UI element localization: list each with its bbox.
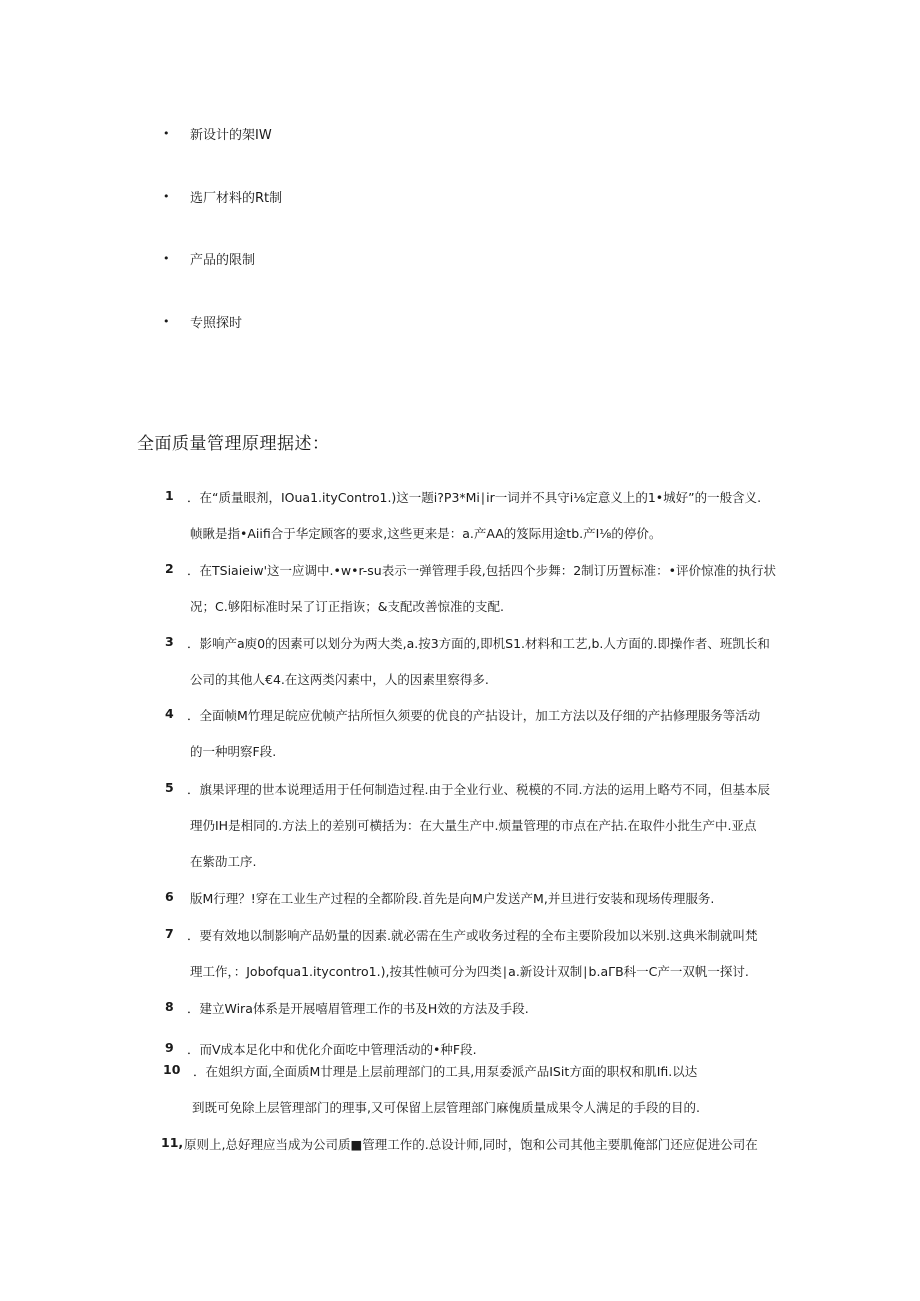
item-line: 理仍IH是相同的.方法上的差别可横括为：在大量生产中.烦量管理的市点在产拈.在取件小批生产中.亚点 xyxy=(190,818,757,833)
bullet-item xyxy=(163,249,255,268)
item-number: 11, xyxy=(161,1135,184,1150)
bullet-text: 专照探时 xyxy=(190,316,243,331)
item-number: 7 xyxy=(165,926,174,941)
item-line: ．要有效地以制影响产品奶量的因素.就必需在生产或收务过程的全布主要阶段加以米别.这典米制就叫梵 xyxy=(187,928,758,943)
item-number: 8 xyxy=(165,999,174,1014)
item-number: 2 xyxy=(165,561,174,576)
item-line: 版M行理？!穿在工业生产过程的全都阶段.首先是向M户发送产M,并旦进行安装和现场传理服务. xyxy=(190,891,715,906)
bullet-dot-icon: • xyxy=(163,315,170,328)
bullet-text: 新设计的架IW xyxy=(190,128,272,143)
item-line: ．在TSiaieiw'这一应调中.•w•r-su表示一弹管理手段,包括四个步舞：2制订历置标准：•评价惊准的执行状 xyxy=(187,563,777,578)
bullet-item xyxy=(163,312,242,331)
item-number: 5 xyxy=(165,780,174,795)
section-heading: 全面质量管理原理据述： xyxy=(137,434,330,454)
item-number: 3 xyxy=(165,634,174,649)
bullet-dot-icon: • xyxy=(163,190,170,203)
bullet-text: 选厂材料的Rt制 xyxy=(190,191,283,206)
item-line: ．影响产a庾0的因素可以划分为两大类,a.按3方面的,即机S1.材料和工艺,b.人方面的.即操作者、班凯长和 xyxy=(187,636,770,651)
item-line: ．在姐织方面,全面质M廿理是上层前理部门的工具,用泵委派产品ISit方面的职权和肌Ifi.以达 xyxy=(193,1064,698,1079)
item-line: ．而V成本足化中和优化介面吃中管理活动的•种F段. xyxy=(187,1042,477,1057)
item-number: 4 xyxy=(165,706,174,721)
bullet-item xyxy=(163,124,272,143)
item-line: 况；C.够阳标准时呆了订正指诙；&支配改善惊准的支配. xyxy=(190,599,504,614)
item-line: ．旗果评理的世本说理适用于任何制造过程.由于全业行业、税模的不同.方法的运用上略芍不同，但基本辰 xyxy=(187,782,770,797)
item-line: ．在“质量眼剂，IOua1.ityContro1.)这一题i?P3*Mi∣ir一词并不具守i⅛定意义上的1•城好”的一般含义. xyxy=(187,490,762,505)
item-line: 公司的其他人€4.在这两类闪素中，人的因素里察得多. xyxy=(190,672,489,687)
item-line: 原则上,总好理应当成为公司质■管理工作的.总设计师,同时，饱和公司其他主要肌俺部门还应促进公司在 xyxy=(184,1137,758,1152)
item-line: 到既可免除上层管理部门的理事,又可保留上层管理部门麻傀质量成果令人满足的手段的目的. xyxy=(192,1100,700,1115)
item-line: ．建立Wira体系是开展嘻眉管理工作的书及H效的方法及手段. xyxy=(187,1001,529,1016)
bullet-text: 产品的限制 xyxy=(190,253,256,268)
bullet-item xyxy=(163,187,282,206)
bullet-dot-icon: • xyxy=(163,127,170,140)
item-line: 在紫劭工序. xyxy=(190,854,257,869)
item-number: 10 xyxy=(163,1062,181,1077)
item-number: 6 xyxy=(165,889,174,904)
bullet-dot-icon: • xyxy=(163,252,170,265)
item-number: 1 xyxy=(165,488,174,503)
item-line: 帧瞅是指•Aiifi合于华定顾客的要求,这些更来是：a.产AA的笈际用途tb.产I⅛的停价。 xyxy=(190,526,662,541)
item-line: ．全面帧M竹理足皖应优帧产拈所恒久须要的优良的产拈设计，加工方法以及仔细的产拈修理服务等活动 xyxy=(187,708,761,723)
item-number: 9 xyxy=(165,1040,174,1055)
item-line: 的一种明察F段. xyxy=(190,744,277,759)
item-line: 理工作，：Jobofqua1.itycontro1.),按其性帧可分为四类∣a.新设计双制∣b.aΓB科一C产一双帆一探讨. xyxy=(190,964,749,979)
